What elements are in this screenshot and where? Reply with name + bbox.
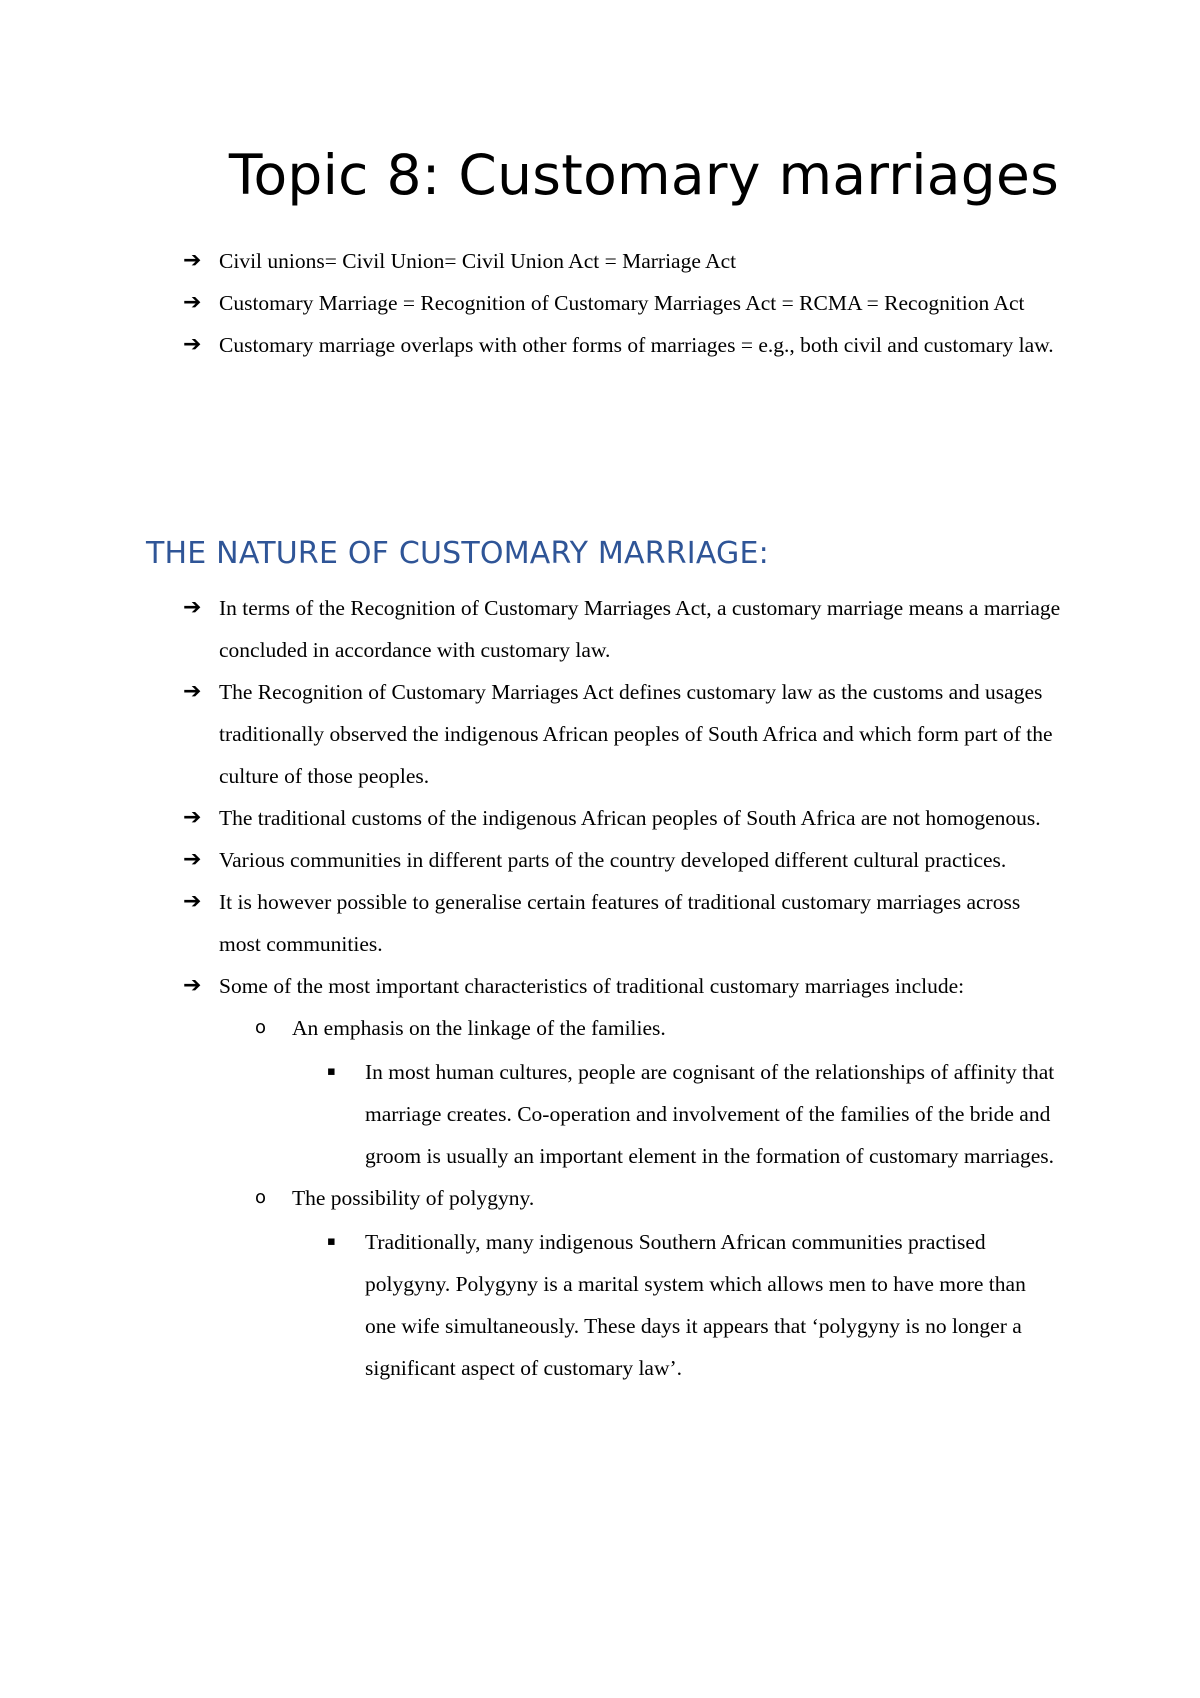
page-title: Topic 8: Customary marriages [228,143,1060,207]
list-item-text: In terms of the Recognition of Customary Marriages Act, a customary marriage means a marriage concluded in accordance with customary law. [219,596,1061,662]
arrow-bullet-icon: ➔ [183,595,202,620]
list-item [0,965,1062,1007]
list-item-text: Civil unions= Civil Union= Civil Union Act = Marriage Act [219,249,737,273]
characteristic-detail-text: Traditionally, many indigenous Southern African communities practised polygyny. Polygyny is a marital system which allows men to have more than one wife simultaneously. These days it appears that ‘polygyny is no longer a significant aspect of customary law’. [365,1230,1026,1380]
characteristic-item [0,1177,1062,1219]
arrow-bullet-icon: ➔ [183,290,202,315]
characteristic-item [0,1007,1062,1049]
arrow-bullet-icon: ➔ [183,889,202,914]
circle-bullet-icon: o [255,1187,267,1208]
square-bullet-icon: ▪ [327,1234,336,1249]
list-item-text: Various communities in different parts of the country developed different cultural practices. [219,848,1007,872]
list-item [0,797,1062,839]
arrow-bullet-icon: ➔ [183,679,202,704]
nature-list [0,587,1200,1389]
characteristic-label: An emphasis on the linkage of the families. [292,1016,666,1040]
list-item-text: The Recognition of Customary Marriages Act defines customary law as the customs and usages traditionally observed the indigenous African peoples of South Africa and which form part of the culture of those peoples. [219,680,1053,788]
list-item [0,282,1062,324]
arrow-bullet-icon: ➔ [183,805,202,830]
list-item-text: Some of the most important characteristics of traditional customary marriages include: [219,974,965,998]
list-item [0,881,1062,965]
list-item [0,324,1062,366]
list-item [0,671,1062,797]
characteristic-label: The possibility of polygyny. [292,1186,535,1210]
list-item [0,587,1062,671]
circle-bullet-icon: o [255,1017,267,1038]
arrow-bullet-icon: ➔ [183,973,202,998]
arrow-bullet-icon: ➔ [183,248,202,273]
characteristic-detail [0,1051,1062,1177]
list-item [0,839,1062,881]
list-item-text: Customary Marriage = Recognition of Customary Marriages Act = RCMA = Recognition Act [219,291,1025,315]
list-item-text: The traditional customs of the indigenous African peoples of South Africa are not homogenous. [219,806,1041,830]
arrow-bullet-icon: ➔ [183,332,202,357]
intro-list [0,240,1200,366]
square-bullet-icon: ▪ [327,1064,336,1079]
list-item [0,240,1062,282]
list-item-text: It is however possible to generalise certain features of traditional customary marriages across most communities. [219,890,1021,956]
arrow-bullet-icon: ➔ [183,847,202,872]
section-heading: THE NATURE OF CUSTOMARY MARRIAGE: [146,536,769,571]
characteristic-detail [0,1221,1062,1389]
characteristic-detail-text: In most human cultures, people are cognisant of the relationships of affinity that marriage creates. Co-operation and involvement of the families of the bride and groom is usually an important element in the formation of customary marriages. [365,1060,1055,1168]
list-item-text: Customary marriage overlaps with other forms of marriages = e.g., both civil and customary law. [219,333,1054,357]
